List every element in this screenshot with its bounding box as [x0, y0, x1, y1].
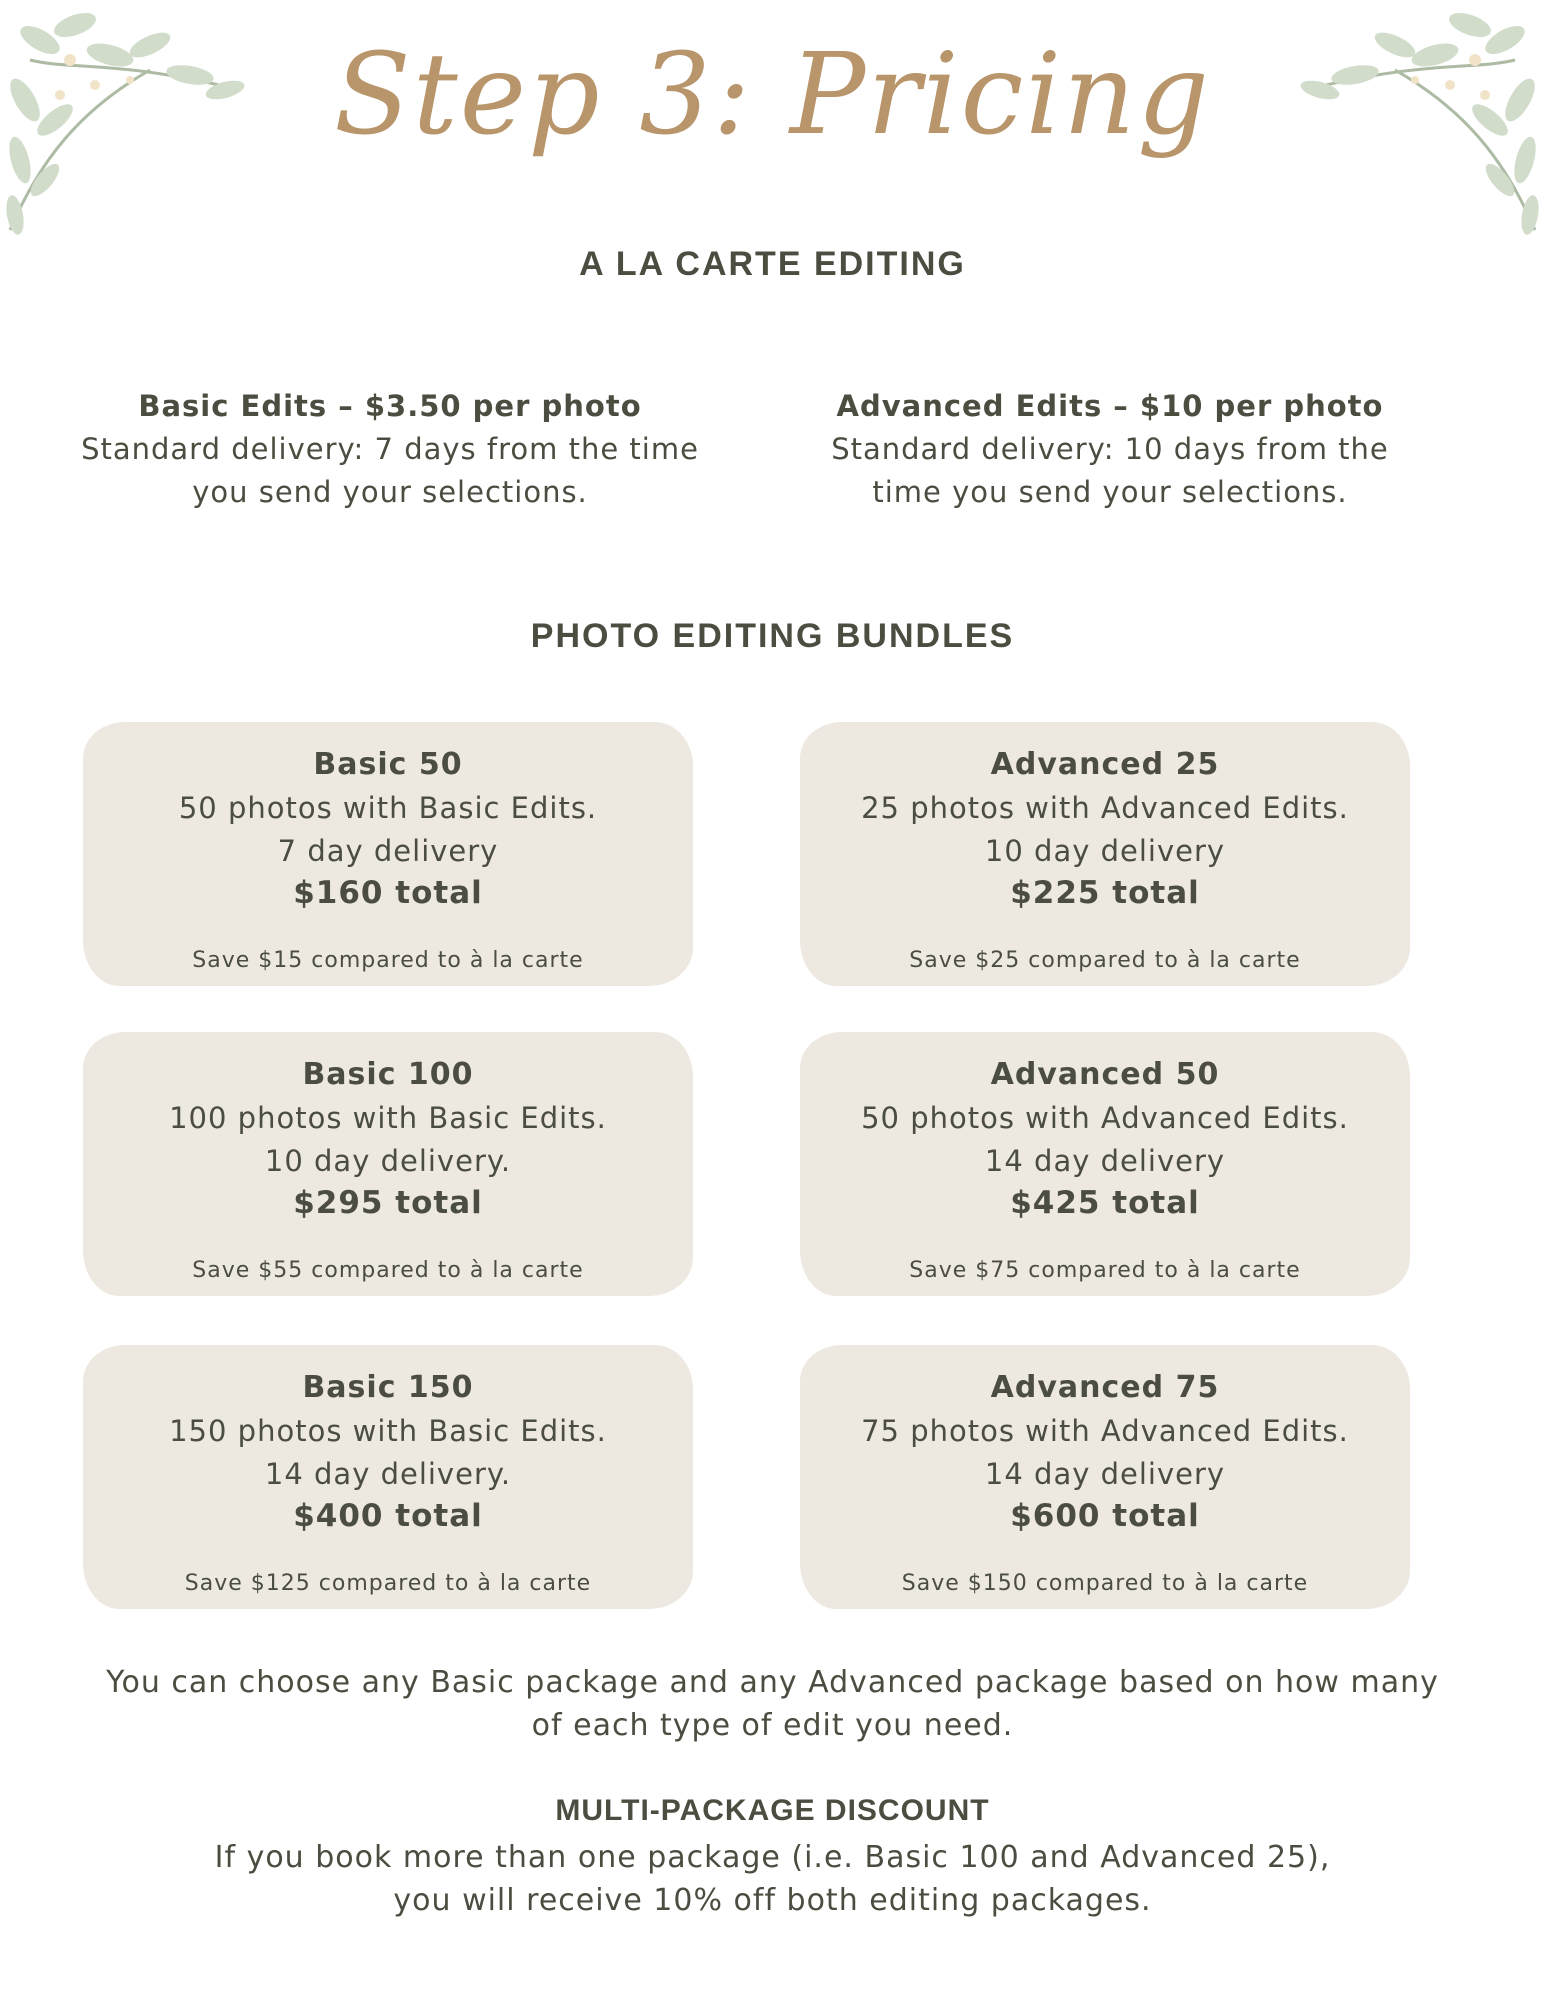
- bundle-desc: 50 photos with Basic Edits.: [178, 791, 598, 825]
- bundle-total: $160 total: [293, 875, 483, 911]
- alacarte-item-desc-line: Standard delivery: 10 days from the: [831, 432, 1389, 466]
- bundle-card-basic-50: [83, 722, 693, 986]
- bundle-name: Basic 100: [302, 1057, 474, 1092]
- discount-text: [120, 1836, 1425, 1922]
- bundle-total: $600 total: [1010, 1498, 1200, 1534]
- alacarte-item-desc-line: Standard delivery: 7 days from the time: [81, 432, 699, 466]
- bundle-savings: Save $75 compared to à la carte: [909, 1258, 1301, 1283]
- discount-line: If you book more than one package (i.e. Basic 100 and Advanced 25),: [214, 1840, 1331, 1875]
- note-line: of each type of edit you need.: [531, 1708, 1014, 1743]
- bundle-delivery: 10 day delivery.: [264, 1144, 512, 1178]
- bundle-savings: Save $25 compared to à la carte: [909, 948, 1301, 973]
- bundle-delivery: 7 day delivery: [277, 834, 499, 868]
- bundle-name: Advanced 50: [990, 1057, 1220, 1092]
- alacarte-item-title: Advanced Edits – $10 per photo: [836, 389, 1384, 423]
- bundle-desc: 100 photos with Basic Edits.: [169, 1101, 607, 1135]
- bundle-total: $425 total: [1010, 1185, 1200, 1221]
- page-title: Step 3: Pricing: [334, 30, 1211, 160]
- alacarte-item-desc-line: you send your selections.: [192, 475, 588, 509]
- bundle-savings: Save $15 compared to à la carte: [192, 948, 584, 973]
- discount-line: you will receive 10% off both editing packages.: [393, 1883, 1152, 1918]
- alacarte-item-advanced: [790, 385, 1430, 514]
- bundle-name: Advanced 75: [990, 1370, 1220, 1405]
- bundle-desc: 75 photos with Advanced Edits.: [861, 1414, 1349, 1448]
- bundle-total: $225 total: [1010, 875, 1200, 911]
- alacarte-item-title: Basic Edits – $3.50 per photo: [138, 389, 642, 423]
- bundle-delivery: 14 day delivery: [984, 1144, 1226, 1178]
- bundle-name: Basic 50: [313, 747, 463, 782]
- alacarte-item-basic: [70, 385, 710, 514]
- bundle-total: $295 total: [293, 1185, 483, 1221]
- alacarte-item-desc-line: time you send your selections.: [872, 475, 1348, 509]
- bundle-card-basic-100: [83, 1032, 693, 1296]
- bundle-card-basic-150: [83, 1345, 693, 1609]
- bundle-name: Advanced 25: [990, 747, 1220, 782]
- bundle-savings: Save $150 compared to à la carte: [901, 1571, 1309, 1596]
- bundle-name: Basic 150: [302, 1370, 474, 1405]
- discount-heading: MULTI-PACKAGE DISCOUNT: [555, 1794, 990, 1827]
- bundle-delivery: 14 day delivery.: [264, 1457, 512, 1491]
- note-line: You can choose any Basic package and any Advanced package based on how many: [106, 1665, 1439, 1700]
- bundle-savings: Save $125 compared to à la carte: [184, 1571, 592, 1596]
- bundle-card-advanced-75: [800, 1345, 1410, 1609]
- bundle-delivery: 10 day delivery: [984, 834, 1226, 868]
- bundle-desc: 50 photos with Advanced Edits.: [861, 1101, 1349, 1135]
- bundle-card-advanced-50: [800, 1032, 1410, 1296]
- bundle-desc: 25 photos with Advanced Edits.: [861, 791, 1349, 825]
- alacarte-heading: A LA CARTE EDITING: [579, 245, 966, 283]
- bundle-delivery: 14 day delivery: [984, 1457, 1226, 1491]
- bundles-heading: PHOTO EDITING BUNDLES: [530, 617, 1015, 655]
- bundle-card-advanced-25: [800, 722, 1410, 986]
- package-choice-note: [90, 1661, 1455, 1747]
- bundle-total: $400 total: [293, 1498, 483, 1534]
- bundle-savings: Save $55 compared to à la carte: [192, 1258, 584, 1283]
- bundle-desc: 150 photos with Basic Edits.: [169, 1414, 607, 1448]
